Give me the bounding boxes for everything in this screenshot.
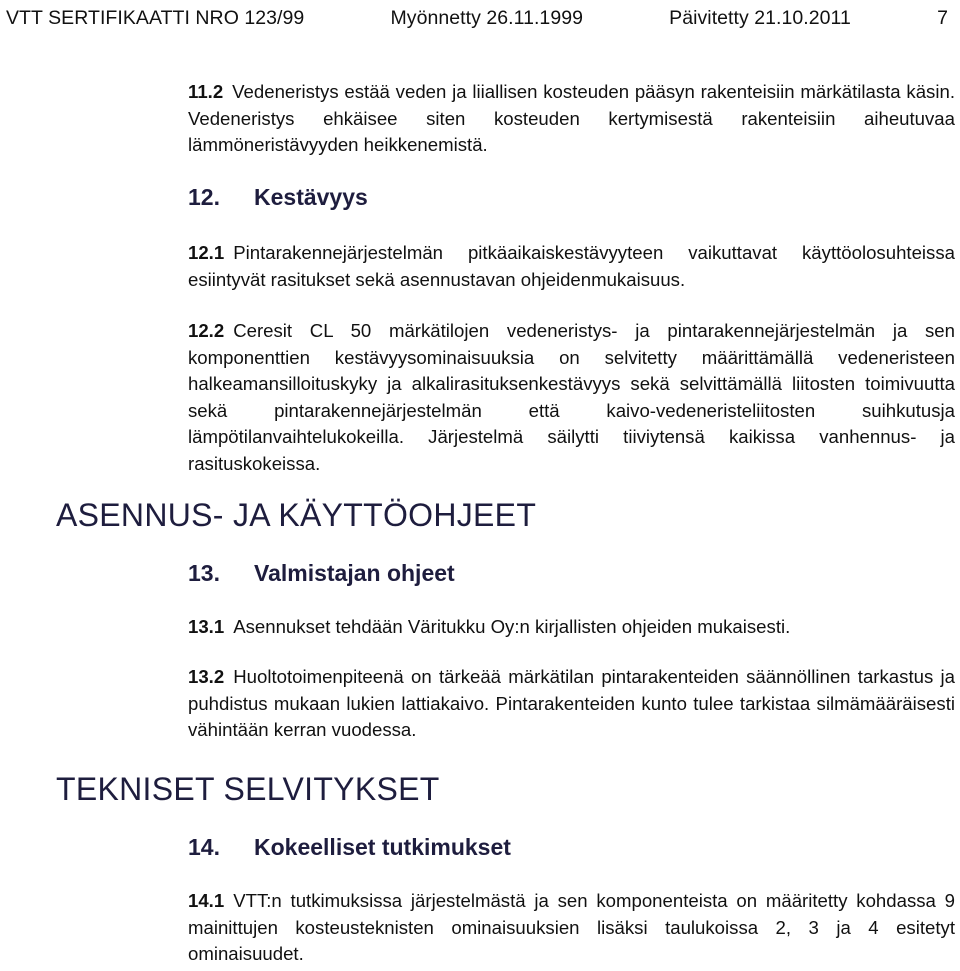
paragraph-13-1 [188,614,955,641]
paragraph-number: 13.2 [188,666,225,687]
paragraph-text: Pintarakennejärjestelmän pitkäaikaiskestävyyteen vaikuttavat käyttöolosuhteissa esiintyvät rasitukset sekä asennustavan ohjeidenmukaisuus. [188,242,955,290]
updated-date: Päivitetty 21.10.2011 [669,6,851,29]
page-number: 7 [937,6,948,29]
paragraph-number: 11.2 [188,81,224,102]
paragraph-number: 12.1 [188,242,225,263]
paragraph-text: Asennukset tehdään Väritukku Oy:n kirjallisten ohjeiden mukaisesti. [233,616,791,637]
page-header [6,3,948,33]
paragraph-text: VTT:n tutkimuksissa järjestelmästä ja sen komponenteista on määritetty kohdassa 9 mainittujen kosteusteknisten ominaisuuksien lisäksi taulukoissa 2, 3 ja 4 esitetyt ominaisuudet. [188,890,955,964]
paragraph-number: 14.1 [188,890,225,911]
paragraph-12-1 [188,240,955,293]
paragraph-14-1 [188,888,955,968]
section-number: 12. [188,184,220,210]
paragraph-number: 12.2 [188,320,225,341]
paragraph-text: Ceresit CL 50 märkätilojen vedeneristys- ja pintarakennejärjestelmän ja sen komponenttien kestävyysominaisuuksia on selvitetty määrittämällä vedeneristeen halkeamansilloituskyky ja alkalirasituksenkestävyys sekä selvittämällä liitosten toimivuutta sekä pintarakennejärjestelmän että kaivo-vedeneristeliitosten suihkutusja lämpötilanvaihtelukokeilla. Järjestelmä säilytti tiiviytensä kaikissa vanhennus- ja rasituskokeissa. [188,320,955,474]
section-number: 14. [188,834,220,860]
paragraph-12-2 [188,318,955,477]
heading-asennus: ASENNUS- JA KÄYTTÖOHJEET [56,497,537,533]
section-number: 13. [188,560,220,586]
paragraph-text: Huoltotoimenpiteenä on tärkeää märkätilan pintarakenteiden säännöllinen tarkastus ja puhdistus mukaan lukien lattiakaivo. Pintarakenteiden kunto tulee tarkistaa silmämääräisesti vähintään kerran vuodessa. [188,666,955,740]
paragraph-13-2 [188,664,955,744]
section-heading-13 [188,560,455,587]
paragraph-11-2 [188,79,955,159]
section-heading-12 [188,184,368,211]
certificate-number: VTT SERTIFIKAATTI NRO 123/99 [6,6,305,29]
section-title: Kokeelliset tutkimukset [254,834,511,860]
paragraph-text: Vedeneristys estää veden ja liiallisen kosteuden pääsyn rakenteisiin märkätilasta käsin. Vedeneristys ehkäisee siten kosteuden kertymisestä rakenteisiin aiheutuvaa lämmöneristävyyden heikkenemistä. [188,81,955,155]
issued-date: Myönnetty 26.11.1999 [390,6,584,29]
section-title: Valmistajan ohjeet [254,560,455,586]
paragraph-number: 13.1 [188,616,225,637]
section-heading-14 [188,834,511,861]
section-title: Kestävyys [254,184,368,210]
heading-tekniset: TEKNISET SELVITYKSET [56,771,440,807]
